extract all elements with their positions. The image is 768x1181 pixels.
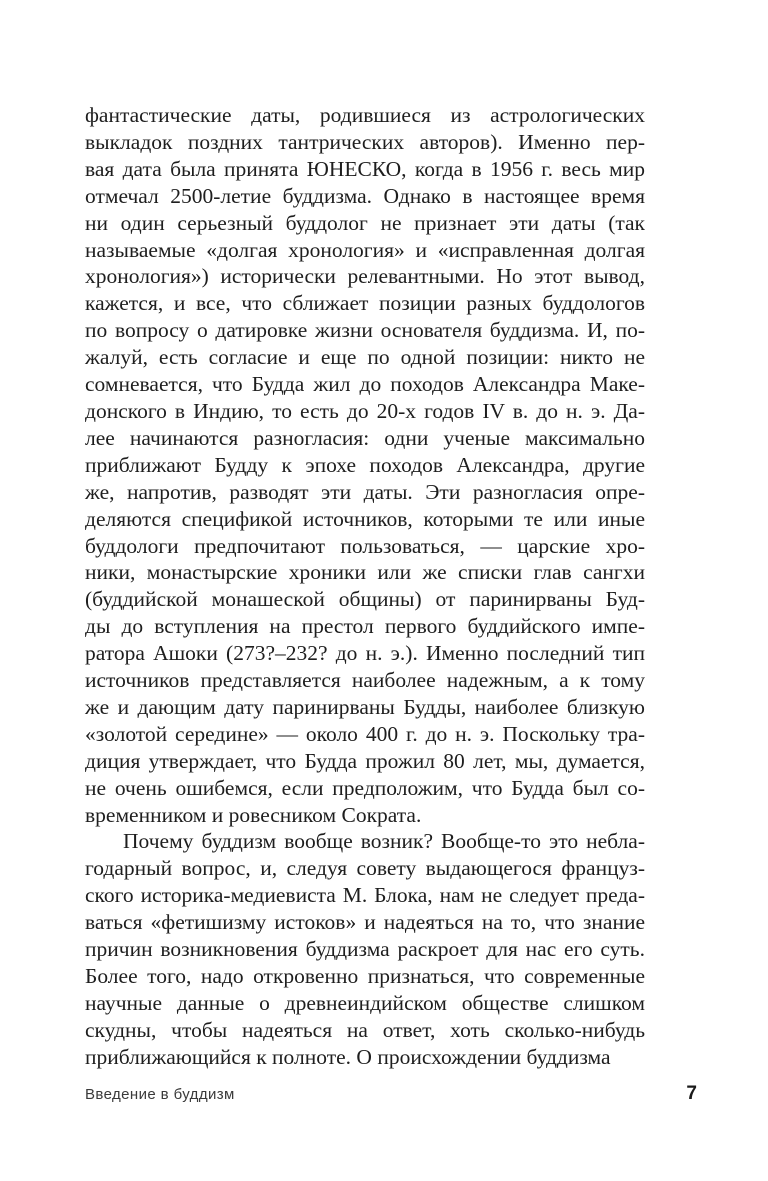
text-line: «золотой середине» — около 400 г. до н. э. Поскольку тра- xyxy=(85,721,645,746)
text-line: годарный вопрос, и, следуя совету выдающегося француз- xyxy=(85,856,645,881)
text-line: выкладок поздних тантрических авторов). Именно пер- xyxy=(85,129,645,154)
text-line: ваться «фетишизму истоков» и надеяться на то, что знание xyxy=(85,910,645,935)
text-line: ского историка-медиевиста М. Блока, нам не следует преда- xyxy=(85,883,645,908)
paragraph xyxy=(85,102,645,828)
running-title: Введение в буддизм xyxy=(85,1086,235,1103)
text-line: лее начинаются разногласия: одни ученые максимально xyxy=(85,425,645,450)
text-line: называемые «долгая хронология» и «исправленная долгая xyxy=(85,237,645,262)
page-footer xyxy=(85,1083,697,1105)
page-number: 7 xyxy=(686,1083,697,1104)
text-line: вая дата была принята ЮНЕСКО, когда в 1956 г. весь мир xyxy=(85,156,645,181)
text-line: приближающийся к полноте. О происхождении буддизма xyxy=(85,1044,611,1069)
text-line: же и дающим дату паринирваны Будды, наиболее близкую xyxy=(85,694,645,719)
text-line: ни один серьезный буддолог не признает эти даты (так xyxy=(85,210,645,235)
page-text xyxy=(85,102,645,1071)
text-line: причин возникновения буддизма раскроет для нас его суть. xyxy=(85,937,645,962)
text-line: научные данные о древнеиндийском обществе слишком xyxy=(85,990,645,1015)
text-line: ды до вступления на престол первого буддийского импе- xyxy=(85,614,645,639)
text-line: фантастические даты, родившиеся из астрологических xyxy=(85,103,645,127)
text-line: Почему буддизм вообще возник? Вообще-то это небла- xyxy=(123,829,645,854)
text-line: деляются спецификой источников, которыми те или иные xyxy=(85,506,645,531)
text-line: диция утверждает, что Будда прожил 80 лет, мы, думается, xyxy=(85,748,645,773)
text-line: Более того, надо откровенно признаться, что современные xyxy=(85,964,645,988)
text-line: приближают Будду к эпохе походов Александра, другие xyxy=(85,452,645,477)
text-line: сомневается, что Будда жил до походов Александра Маке- xyxy=(85,372,645,397)
text-line: источников представляется наиболее надежным, а к тому xyxy=(85,668,645,693)
text-line: донского в Индию, то есть до 20-х годов IV в. до н. э. Да- xyxy=(85,398,645,423)
text-line: ратора Ашоки (273?–232? до н. э.). Именно последний тип xyxy=(85,641,645,666)
text-line: жалуй, есть согласие и еще по одной позиции: никто не xyxy=(85,345,645,370)
text-line: хронология») исторически релевантными. Но этот вывод, xyxy=(85,264,645,289)
text-line: не очень ошибемся, если предположим, что Будда был со- xyxy=(85,775,645,800)
text-line: ники, монастырские хроники или же списки глав сангхи xyxy=(85,560,645,585)
text-line: временником и ровесником Сократа. xyxy=(85,802,422,827)
text-line: буддологи предпочитают пользоваться, — царские хро- xyxy=(85,533,645,558)
text-line: по вопросу о датировке жизни основателя буддизма. И, по- xyxy=(85,318,645,343)
text-line: (буддийской монашеской общины) от паринирваны Буд- xyxy=(85,587,645,612)
text-line: отмечал 2500-летие буддизма. Однако в настоящее время xyxy=(85,183,645,208)
paragraph xyxy=(85,828,645,1070)
text-line: же, напротив, разводят эти даты. Эти разногласия опре- xyxy=(85,479,645,504)
text-line: кажется, и все, что сближает позиции разных буддологов xyxy=(85,291,645,316)
text-line: скудны, чтобы надеяться на ответ, хоть сколько-нибудь xyxy=(85,1017,645,1042)
